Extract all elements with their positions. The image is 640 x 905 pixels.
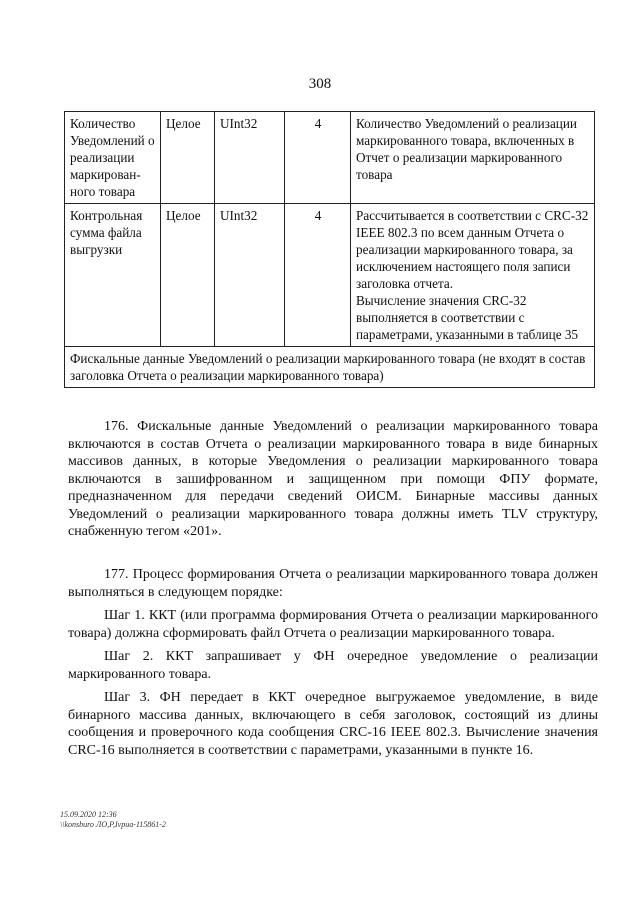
field-name-cell: Количество Уведомлений о реализации маркирован-ного товара	[65, 112, 161, 204]
field-type-cell: Целое	[161, 204, 215, 347]
paragraph-176: 176. Фискальные данные Уведомлений о реализации маркированного товара включаются в состав Отчета о реализации маркированного товара в виде бинарных массивов данных, в которые Уведомления о реализации маркированного товара включаются в зашифрованном и защищенном при помощи ФПУ формате, предназначенном для передачи сведений ОИСМ. Бинарные массивы данных Уведомлений о реализации маркированного товара должны иметь TLV структуру, снабженную тегом «201».	[68, 419, 598, 539]
paragraph-177-block	[68, 566, 598, 759]
document-footer	[60, 810, 166, 830]
field-format-cell: UInt32	[215, 204, 285, 347]
field-format-cell: UInt32	[215, 112, 285, 204]
step-3: Шаг 3. ФН передает в ККТ очередное выгружаемое уведомление, в виде бинарного массива данных, включающего в себя заголовок, состоящий из длины сообщения и проверочного кода сообщения CRC-16 IEEE 802.3. Вычисление значения CRC-16 выполняется в соответствии с параметрами, указанными в пункте 16.	[68, 690, 598, 758]
step-2: Шаг 2. ККТ запрашивает у ФН очередное уведомление о реализации маркированного товара.	[68, 649, 598, 682]
table-footer-row	[65, 347, 595, 388]
step-1: Шаг 1. ККТ (или программа формирования Отчета о реализации маркированного товара) должна сформировать файл Отчета о реализации маркированного товара.	[68, 608, 598, 641]
field-type-cell: Целое	[161, 112, 215, 204]
paragraph-176-block	[68, 418, 598, 541]
paragraph-177: 177. Процесс формирования Отчета о реализации маркированного товара должен выполняться в следующем порядке:	[68, 567, 598, 600]
table-footer-cell: Фискальные данные Уведомлений о реализации маркированного товара (не входят в состав заголовка Отчета о реализации маркированного товара)	[65, 347, 595, 388]
footer-date: 15.09.2020 12:36	[60, 810, 117, 819]
page-number: 308	[308, 76, 332, 92]
data-table	[64, 111, 595, 388]
field-description-cell: Количество Уведомлений о реализации маркированного товара, включенных в Отчет о реализации маркированного товара	[351, 112, 595, 204]
field-length-cell: 4	[285, 204, 351, 347]
table-row	[65, 204, 595, 347]
field-description-cell: Рассчитывается в соответствии с CRC-32 IEEE 802.3 по всем данным Отчета о реализации маркированного товара, за исключением настоящего поля записи заголовка отчета. Вычисление значения CRC-32 выполняется в соответствии с параметрами, указанными в таблице 35	[351, 204, 595, 347]
table-row	[65, 112, 595, 204]
field-name-cell: Контрольная сумма файла выгрузки	[65, 204, 161, 347]
footer-file: \\konsburo ЛО,P,Ivpua-115861-2	[60, 820, 166, 829]
field-length-cell: 4	[285, 112, 351, 204]
